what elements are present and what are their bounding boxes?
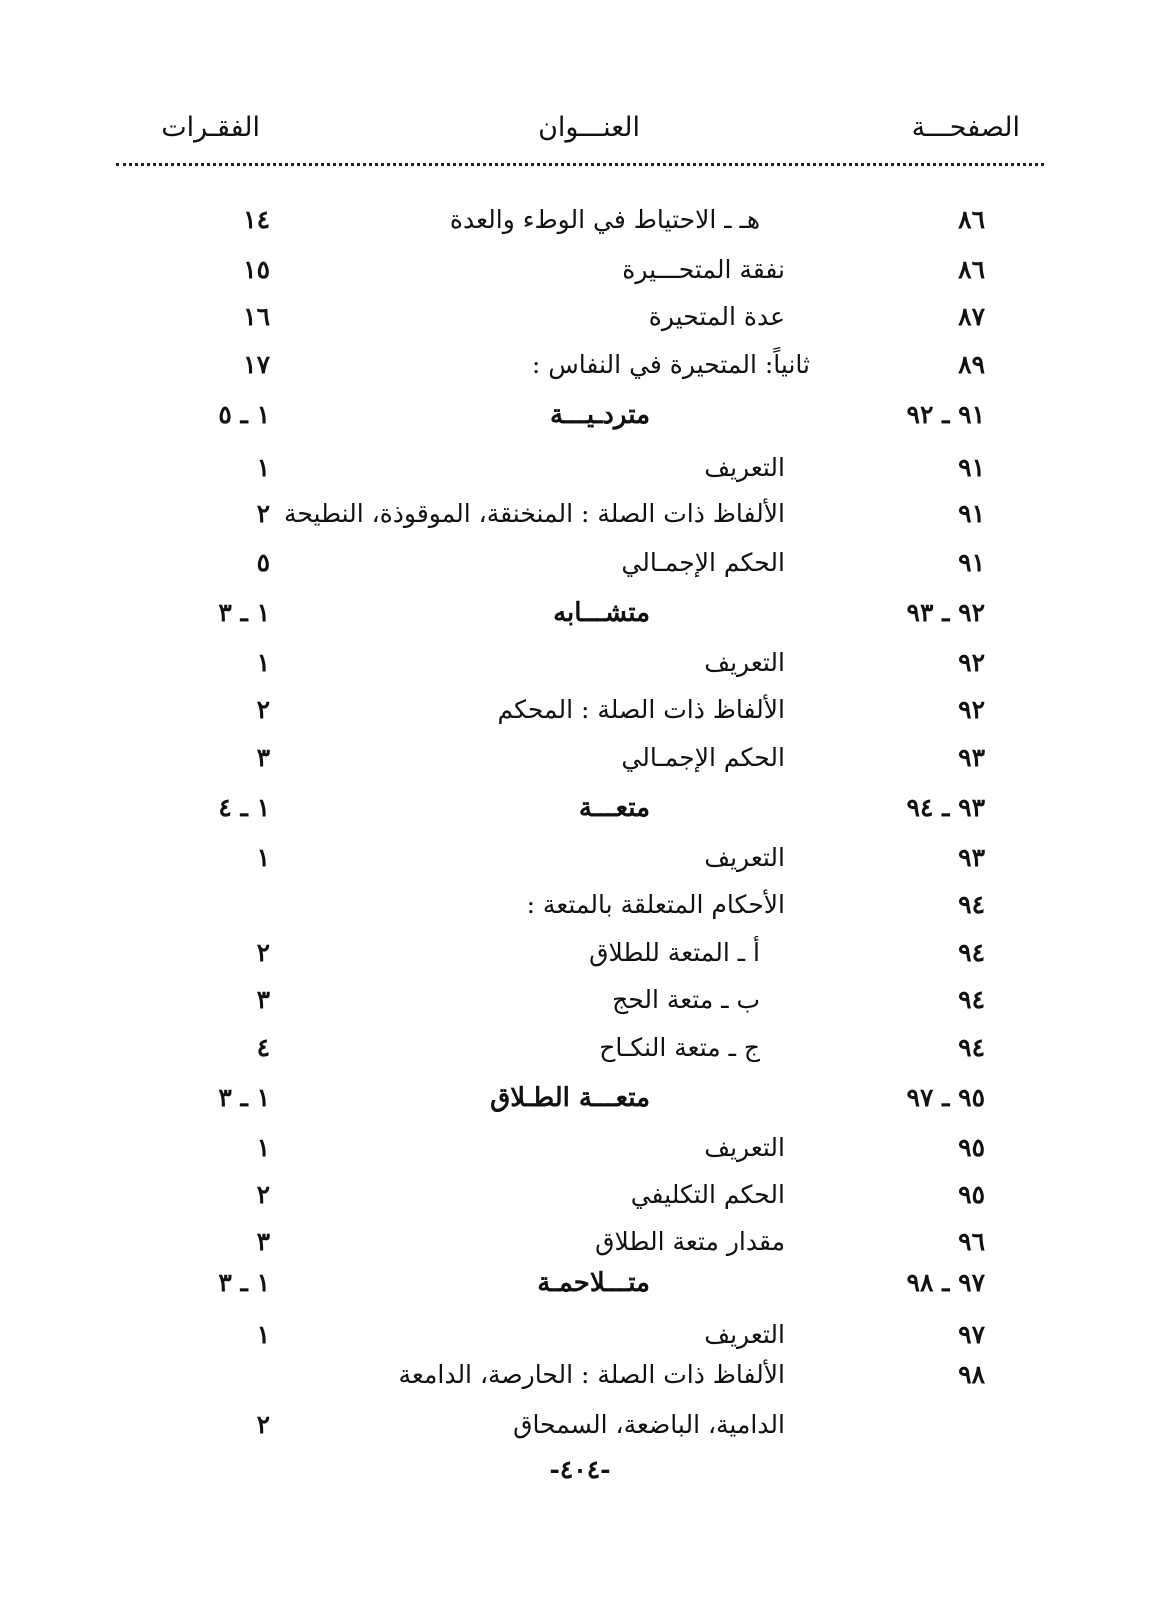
- entry-page: ٩١: [958, 548, 985, 577]
- table-row: [0, 1175, 1160, 1215]
- entry-page: ٩٧ ـ ٩٨: [906, 1268, 985, 1297]
- entry-title: عدة المتحيرة: [648, 302, 785, 331]
- entry-page: ٩١: [958, 453, 985, 482]
- table-row: [0, 297, 1160, 337]
- entry-paragraphs: ١٥: [243, 255, 270, 284]
- entry-title: الأحكام المتعلقة بالمتعة :: [526, 890, 785, 919]
- entry-paragraphs: ١: [256, 1133, 270, 1162]
- entry-page: ٨٧: [958, 302, 985, 331]
- table-row: [0, 1263, 1160, 1303]
- entry-paragraphs: ٣: [256, 1227, 270, 1256]
- table-row: [0, 345, 1160, 385]
- table-row: [0, 543, 1160, 583]
- entry-heading: متـــلاحمـة: [537, 1268, 650, 1298]
- entry-title: التعريف: [704, 453, 785, 482]
- entry-paragraphs: ٢: [256, 1180, 270, 1209]
- table-row: [0, 643, 1160, 683]
- entry-page: ٩٧: [958, 1320, 985, 1349]
- table-row: [0, 1078, 1160, 1118]
- entry-page: ٩٤: [958, 1033, 985, 1062]
- table-row: [0, 395, 1160, 435]
- entry-paragraphs: ١: [256, 843, 270, 872]
- entry-page: ٨٩: [958, 350, 985, 379]
- entry-page: ٩٢: [958, 648, 985, 677]
- entry-paragraphs: ٢: [256, 938, 270, 967]
- entry-title: التعريف: [704, 843, 785, 872]
- entry-paragraphs: ١٧: [243, 350, 270, 379]
- page-number: -٤٠٤-: [549, 1455, 611, 1484]
- entry-heading: متعـــة: [578, 793, 650, 823]
- entry-page: ٨٦: [958, 205, 985, 234]
- entry-title: الألفاظ ذات الصلة : المنخنقة، الموقوذة، النطيحة: [283, 499, 785, 528]
- entry-paragraphs: ١٦: [243, 302, 270, 331]
- entry-page: ٩٢: [958, 695, 985, 724]
- paragraphs-column-header: الفقـرات: [161, 112, 260, 143]
- entry-page: ٩٦: [958, 1227, 985, 1256]
- entry-page: ٩١: [958, 499, 985, 528]
- entry-page: ٩٤: [958, 890, 985, 919]
- entry-paragraphs: ١: [256, 453, 270, 482]
- entry-title: الألفاظ ذات الصلة : المحكم: [497, 695, 785, 724]
- entry-page: ٩٤: [958, 985, 985, 1014]
- entry-paragraphs: ١: [256, 648, 270, 677]
- table-row: [0, 885, 1160, 925]
- entry-paragraphs: ٢: [256, 695, 270, 724]
- table-row: [0, 448, 1160, 488]
- entry-paragraphs: ١ ـ ٣: [218, 1268, 270, 1297]
- entry-page: ٩٤: [958, 938, 985, 967]
- table-row: [0, 1315, 1160, 1355]
- entry-title: ج ـ متعة النكـاح: [599, 1033, 760, 1062]
- entry-paragraphs: ١ ـ ٣: [218, 598, 270, 627]
- table-row: [0, 1028, 1160, 1068]
- entry-page: ٩١ ـ ٩٢: [906, 400, 985, 429]
- table-row: [0, 250, 1160, 290]
- entry-title: أ ـ المتعة للطلاق: [589, 938, 760, 967]
- entry-title: الحكم الإجمـالي: [621, 743, 785, 772]
- table-header: [160, 112, 1040, 162]
- entry-title: الحكم الإجمـالي: [621, 548, 785, 577]
- entry-paragraphs: ٣: [256, 743, 270, 772]
- entry-title: نفقة المتحـــيرة: [622, 255, 785, 284]
- table-row: [0, 690, 1160, 730]
- entry-title: التعريف: [704, 1133, 785, 1162]
- table-row: [0, 1355, 1160, 1395]
- entry-paragraphs: ٢: [256, 499, 270, 528]
- entry-title: ب ـ متعة الحج: [612, 985, 760, 1014]
- entry-page: ٩٥: [958, 1180, 985, 1209]
- entry-paragraphs: ١: [256, 1320, 270, 1349]
- entry-paragraphs: ١ ـ ٤: [218, 793, 270, 822]
- entry-title: مقدار متعة الطلاق: [595, 1227, 785, 1256]
- table-row: [0, 593, 1160, 633]
- table-row: [0, 1405, 1160, 1445]
- entry-title: التعريف: [704, 1320, 785, 1349]
- entry-page: ٩٣: [958, 843, 985, 872]
- entry-page: ٩٨: [958, 1360, 985, 1389]
- entry-title: الدامية، الباضعة، السمحاق: [513, 1410, 785, 1439]
- entry-page: ٩٢ ـ ٩٣: [906, 598, 985, 627]
- table-row: [0, 1222, 1160, 1262]
- header-dotted-divider: [116, 163, 1044, 166]
- entry-title: التعريف: [704, 648, 785, 677]
- entry-paragraphs: ٤: [256, 1033, 270, 1062]
- entry-paragraphs: ١ ـ ٥: [218, 400, 270, 429]
- entry-page: ٩٣: [958, 743, 985, 772]
- table-row: [0, 788, 1160, 828]
- table-row: [0, 980, 1160, 1020]
- table-row: [0, 494, 1160, 534]
- entry-heading: متردـيـــة: [550, 400, 650, 430]
- entry-title: هـ ـ الاحتياط في الوطء والعدة: [449, 205, 760, 234]
- entry-page: ٩٣ ـ ٩٤: [906, 793, 985, 822]
- entry-paragraphs: ٢: [256, 1410, 270, 1439]
- entry-paragraphs: ١٤: [243, 205, 270, 234]
- entry-title: الألفاظ ذات الصلة : الحارصة، الدامعة: [398, 1360, 785, 1389]
- table-row: [0, 838, 1160, 878]
- entry-paragraphs: ٥: [256, 548, 270, 577]
- page-column-header: الصفحـــة: [911, 112, 1020, 143]
- entry-page: ٩٥: [958, 1133, 985, 1162]
- entry-title: ثانياً: المتحيرة في النفاس :: [531, 350, 810, 379]
- entry-title: الحكم التكليفي: [630, 1180, 785, 1209]
- table-row: [0, 200, 1160, 240]
- entry-heading: متشـــابه: [553, 598, 650, 628]
- entry-heading: متعـــة الطـلاق: [490, 1083, 650, 1113]
- entry-page: ٩٥ ـ ٩٧: [906, 1083, 985, 1112]
- entry-page: ٨٦: [958, 255, 985, 284]
- table-row: [0, 738, 1160, 778]
- table-row: [0, 1128, 1160, 1168]
- entry-paragraphs: ١ ـ ٣: [218, 1083, 270, 1112]
- table-row: [0, 933, 1160, 973]
- entry-paragraphs: ٣: [256, 985, 270, 1014]
- title-column-header: العنـــوان: [538, 112, 640, 143]
